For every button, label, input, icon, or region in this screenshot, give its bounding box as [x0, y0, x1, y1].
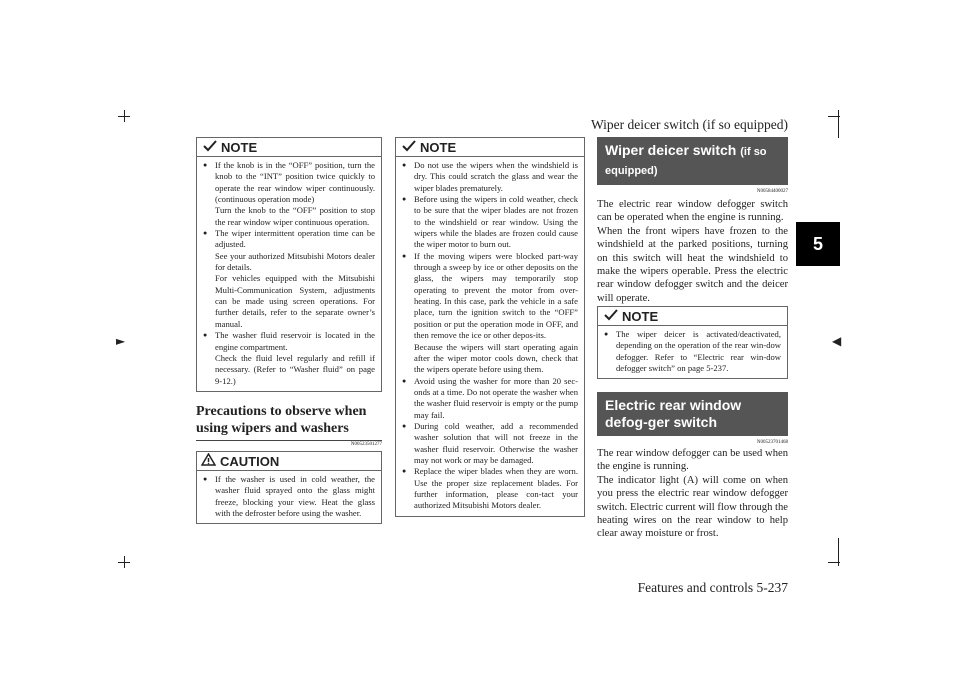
- section-precautions: [196, 403, 382, 447]
- note-label: NOTE: [622, 308, 659, 324]
- section-rear-defogger: [597, 392, 788, 541]
- note-item: ● If the moving wipers were blocked part-way through a sweep by ice or other deposits on the glass, the wipers may temporarily stop operating to prevent the motor from over-heating. In this case, park the vehicle in a safe place, turn the ignition switch to the “OFF” position or put the operation mode in OFF, and then remove the ice or other depos-its. Because the wipers will start operating again after the wiper motor cools down, check that the wipers operate before using them.: [402, 251, 578, 376]
- note-icon: [203, 140, 217, 155]
- note-item: ● Replace the wiper blades when they are worn. Use the proper size replacement blades. For further information, please con-tact your authorized Mitsubishi Motors dealer.: [402, 466, 578, 511]
- caution-box: [196, 451, 382, 524]
- note-box-1: [196, 137, 382, 392]
- note-box-3: [597, 306, 788, 379]
- section-code: N00584400027: [756, 189, 788, 194]
- section-title: [597, 137, 788, 185]
- warning-icon: [201, 453, 216, 469]
- caution-item: ● If the washer is used in cold weather, the washer fluid sprayed onto the glass might freeze, blocking your view. Heat the glass with the defroster before using the washer.: [203, 474, 375, 519]
- crop-mark: [124, 556, 125, 568]
- section-wiper-deicer: [597, 137, 788, 305]
- note-item: ● During cold weather, add a recommended washer solution that will not freeze in the washer fluid reservoir. Otherwise the washer may not work or may be damaged.: [402, 421, 578, 466]
- note-item: ● Before using the wipers in cold weather, check to be sure that the wiper blades are not frozen to the windshield or rear window. Using the wipers while the blades are frozen could cause the wiper motor to burn out.: [402, 194, 578, 251]
- note-header: [396, 138, 584, 156]
- body-text: The electric rear window defogger switch can be operated when the engine is running. When the front wipers have frozen to the windshield at the parked positions, turning on this switch will heat the windshield to make the wipers operable. Press the electric rear window defogger switch and the deicer will operate.: [597, 199, 788, 304]
- body-text: The rear window defogger can be used when the engine is running. The indicator light (A) will come on when you press the electric rear window defogger switch. Electric current will flow through the heating wires on the rear window to help clear away moisture or frost.: [597, 448, 788, 540]
- note-item: ● The wiper intermittent operation time can be adjusted. See your authorized Mitsubishi Motors dealer for details. For vehicles equipped with the Mitsubishi Multi-Communication System, adjustments can be made using screen operations. For further details, refer to the separate owner’s manual.: [203, 228, 375, 330]
- caution-label: CAUTION: [220, 453, 280, 469]
- note-item: ● The wiper deicer is activated/deactivated, depending on the operation of the rear win-dow defogger. Refer to “Electric rear win-dow defogger switch” on page 5-237.: [604, 329, 781, 374]
- note-item: ● If the knob is in the “OFF” position, turn the knob to the “INT” position twice quickly to operate the rear window wiper continuously. (continuous operation mode) Turn the knob to the “OFF” position to stop the rear window wiper continuous operation.: [203, 160, 375, 228]
- note-header: [197, 138, 381, 156]
- caution-header: [197, 452, 381, 471]
- note-label: NOTE: [221, 139, 258, 155]
- note-icon: [402, 140, 416, 155]
- section-title: Precautions to observe when using wipers and washers: [196, 403, 382, 441]
- registration-mark: ►: [116, 334, 126, 348]
- section-code: N00523701468: [756, 440, 788, 445]
- note-item: ● Do not use the wipers when the windshield is dry. This could scratch the glass and wear the wiper blades prematurely.: [402, 160, 578, 194]
- note-item: ● The washer fluid reservoir is located in the engine compartment. Check the fluid level regularly and refill if necessary. (Refer to “Washer fluid” on page 9-12.): [203, 330, 375, 387]
- section-title-suffix: (if so equipped): [605, 146, 767, 177]
- note-box-2: [395, 137, 585, 517]
- chapter-tab: 5: [796, 222, 840, 266]
- page-header: Wiper deicer switch (if so equipped): [590, 117, 788, 132]
- page-footer: Features and controls 5-237: [637, 580, 788, 595]
- section-title-text: Wiper deicer switch: [605, 142, 737, 158]
- note-item: ● Avoid using the washer for more than 20 sec-onds at a time. Do not operate the washer when the washer fluid reservoir is empty or the pump may fail.: [402, 376, 578, 421]
- registration-mark: ◀: [832, 334, 842, 348]
- crop-mark: [838, 538, 839, 566]
- note-header: [598, 307, 787, 325]
- section-title: Electric rear window defog-ger switch: [597, 392, 788, 436]
- crop-mark: [124, 110, 125, 122]
- crop-mark: [838, 110, 839, 138]
- section-code: N00523501277: [350, 442, 382, 447]
- note-icon: [604, 309, 618, 324]
- note-label: NOTE: [420, 139, 457, 155]
